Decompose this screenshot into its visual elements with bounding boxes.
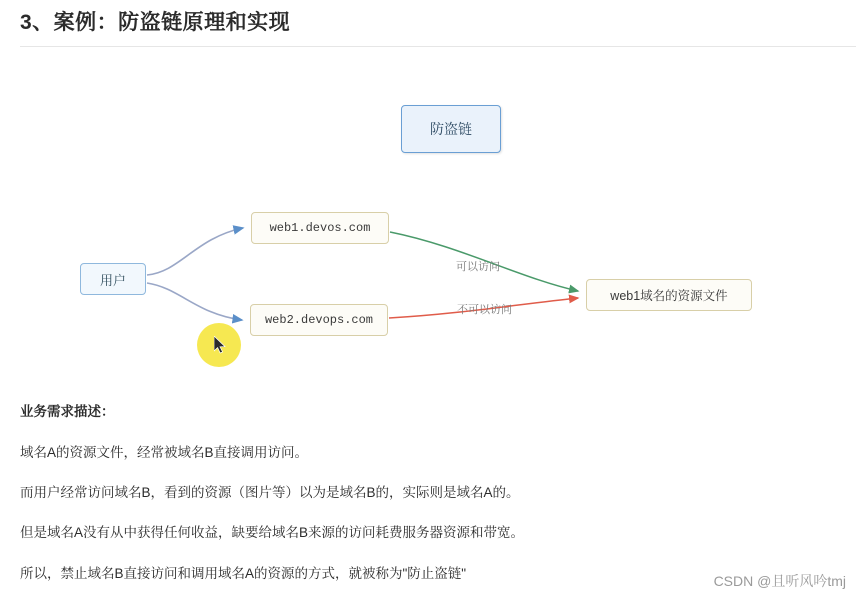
node-web1-domain: web1.devos.com [251, 212, 389, 244]
node-web2-domain: web2.devops.com [250, 304, 388, 336]
requirement-line-3: 但是域名A没有从中获得任何收益，缺要给域名B来源的访问耗费服务器资源和带宽。 [20, 525, 525, 540]
edge-label-denied: 不可以访问 [457, 304, 512, 316]
mouse-cursor-icon [214, 336, 226, 354]
requirement-line-2: 而用户经常访问域名B，看到的资源（图片等）以为是域名B的，实际则是域名A的。 [20, 485, 520, 500]
requirements-heading: 业务需求描述： [20, 404, 115, 419]
page-title: 3、案例：防盗链原理和实现 [20, 11, 291, 34]
edge-label-allowed: 可以访问 [456, 261, 500, 273]
architecture-diagram [0, 60, 864, 380]
node-anti-leech: 防盗链 [401, 105, 501, 153]
title-divider [20, 46, 856, 47]
watermark: CSDN @且听风吟tmj [713, 573, 846, 589]
node-user: 用户 [80, 263, 146, 295]
node-resource-file: web1域名的资源文件 [586, 279, 752, 311]
requirement-line-4: 所以，禁止域名B直接访问和调用域名A的资源的方式，就被称为"防止盗链" [20, 566, 467, 581]
requirement-line-1: 域名A的资源文件，经常被域名B直接调用访问。 [20, 445, 309, 460]
